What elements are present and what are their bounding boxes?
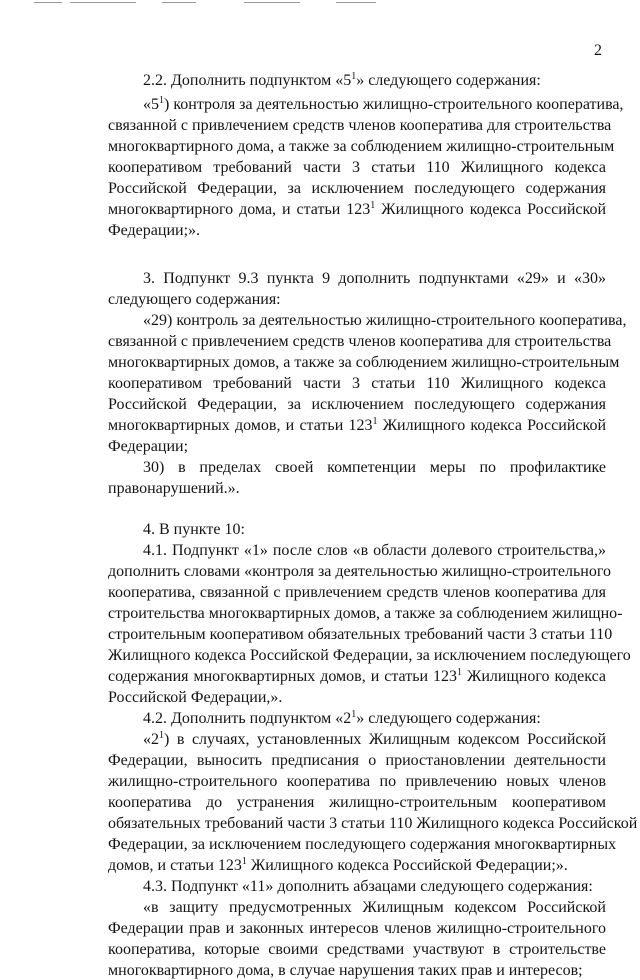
text-line-content: следующего содержания: [108,291,281,308]
text-line [108,438,188,456]
text-line [108,201,606,219]
text-line [108,180,606,198]
text-line [108,668,606,686]
text-line [108,291,281,309]
scan-artifact-line [244,2,300,3]
text-line [108,794,606,812]
text-line-content: Федерации;». [108,222,201,239]
text-line [143,542,606,560]
text-line [143,312,627,330]
text-line-content: дополнить словами «контроля за деятельностью жилищно-строительного [108,563,611,580]
text-line-continuation: ) в случаях, установленных Жилищным кодексом Российской [164,731,606,748]
page-number: 2 [594,42,602,59]
text-line-content: многоквартирных домов, и статьи 123 [108,417,373,434]
text-line-content: 3. Подпункт 9.3 пункта 9 дополнить подпунктами «29» и «30» [143,270,606,287]
text-line [108,375,606,393]
scan-artifact-line [70,2,136,3]
text-line [108,836,617,854]
text-line-content: Российской Федерации, за исключением последующего содержания [108,180,606,197]
text-line-continuation: ) контроля за деятельностью жилищно-строительного кооператива, [164,96,624,113]
text-line [108,117,612,135]
text-line [108,689,282,707]
text-line-content: многоквартирного дома, а также за соблюдением жилищно-строительным [108,138,615,155]
superscript: 1 [370,200,376,211]
scan-artifact-line [34,2,62,3]
text-line-content: Федерации, за исключением последующего содержания многоквартирных [108,836,617,853]
text-line-content: «в защиту предусмотренных Жилищным кодексом Российской [143,899,606,916]
text-line-content: кооператива, которые своими средствами участвуют в строительстве [108,941,606,958]
text-line [108,354,620,372]
text-line [108,920,606,938]
text-line [143,95,624,114]
text-line [108,584,606,602]
text-line [108,647,631,665]
text-line [108,159,606,177]
text-line-content: многоквартирных домов, а также за соблюдением жилищно-строительным [108,354,620,371]
text-line [143,459,606,477]
superscript: 1 [159,95,164,106]
superscript: 1 [241,856,247,867]
text-line-content: правонарушений.». [108,480,240,497]
text-line-content: 30) в пределах своей компетенции меры по профилактике [143,459,606,476]
text-line-continuation: Жилищного кодекса Российской [375,201,607,218]
text-line-content: Федерации, выносить предписания о приостановлении деятельности [108,752,606,769]
scan-artifact-line [336,2,376,3]
text-line-content: жилищно-строительного кооператива по привлечению новых членов [108,773,606,790]
text-line-continuation: » следующего содержания: [356,72,541,89]
text-line [108,563,611,581]
text-line-content: связанной с привлечением средств членов кооператива для строительства [108,117,612,134]
text-line [108,333,612,351]
text-line [143,899,606,917]
text-line-content: многоквартирного дома, в случае нарушения таких прав и интересов; [108,962,583,979]
text-line-content: домов, и статьи 123 [108,857,242,874]
text-line-content: кооперативом требований части 3 статьи 110 Жилищного кодекса [108,375,606,392]
text-line-content: обязательных требований части 3 статьи 110 Жилищного кодекса Российской [108,815,638,832]
text-line-content: кооперативом требований части 3 статьи 110 Жилищного кодекса [108,159,606,176]
text-line-content: 2.2. Дополнить подпунктом «5 [143,72,352,89]
text-line-content: связанной с привлечением средств членов кооператива для строительства [108,333,612,350]
superscript: 1 [351,71,357,82]
text-line [108,480,240,498]
text-line-content: «5 [143,96,159,113]
superscript: 1 [372,416,378,427]
text-line-content: 4.1. Подпункт «1» после слов «в области долевого строительства,» [143,542,606,559]
text-line [143,878,593,896]
text-line [108,941,606,959]
text-line-content: Российской Федерации, за исключением последующего содержания [108,396,606,413]
text-line [108,962,583,980]
text-line-content: Федерации; [108,438,189,455]
text-line-continuation: Жилищного кодекса [462,668,607,685]
text-line-content: кооператива, связанной с привлечением средств членов кооператива для [108,584,606,601]
text-line-continuation: Жилищного кодекса Российской Федерации;». [246,857,568,874]
superscript: 1 [351,709,357,720]
text-line [143,270,606,288]
text-line-content: Федерации прав и законных интересов членов жилищно-строительного [108,920,606,937]
text-line [108,138,615,156]
superscript: 1 [159,730,164,741]
text-line [143,731,606,749]
text-line [108,815,638,833]
text-line [108,396,606,414]
text-line-content: Российской Федерации,». [108,689,283,706]
text-line-content: 4.3. Подпункт «11» дополнить абзацами следующего содержания: [143,878,593,895]
text-line-content: Жилищного кодекса Российской Федерации, за исключением последующего [108,647,631,664]
superscript: 1 [457,667,463,678]
text-line [143,710,541,728]
text-line [108,222,200,240]
text-line-content: 4. В пункте 10: [143,521,245,538]
text-line-content: кооператива до устранения жилищно-строительным кооперативом [108,794,606,811]
text-line [108,417,606,435]
text-line [143,521,245,539]
text-line [108,626,613,644]
text-line-content: многоквартирного дома, и статьи 123 [108,201,371,218]
scan-artifact-line [162,2,196,3]
text-line-content: 4.2. Дополнить подпунктом «2 [143,710,352,727]
text-line-continuation: » следующего содержания: [356,710,541,727]
text-line-content: строительства многоквартирных домов, а также за соблюдением жилищно- [108,605,623,622]
text-line-content: строительным кооперативом обязательных требований части 3 статьи 110 [108,626,613,643]
text-line [108,773,606,791]
text-line [108,752,606,770]
text-line [108,605,623,623]
text-line-content: «29) контроль за деятельностью жилищно-строительного кооператива, [143,312,627,329]
text-line [143,72,541,90]
text-line-content: «2 [143,731,159,748]
text-line [108,857,568,875]
text-line-content: содержания многоквартирных домов, и статьи 123 [108,668,458,685]
text-line-continuation: Жилищного кодекса Российской [377,417,607,434]
